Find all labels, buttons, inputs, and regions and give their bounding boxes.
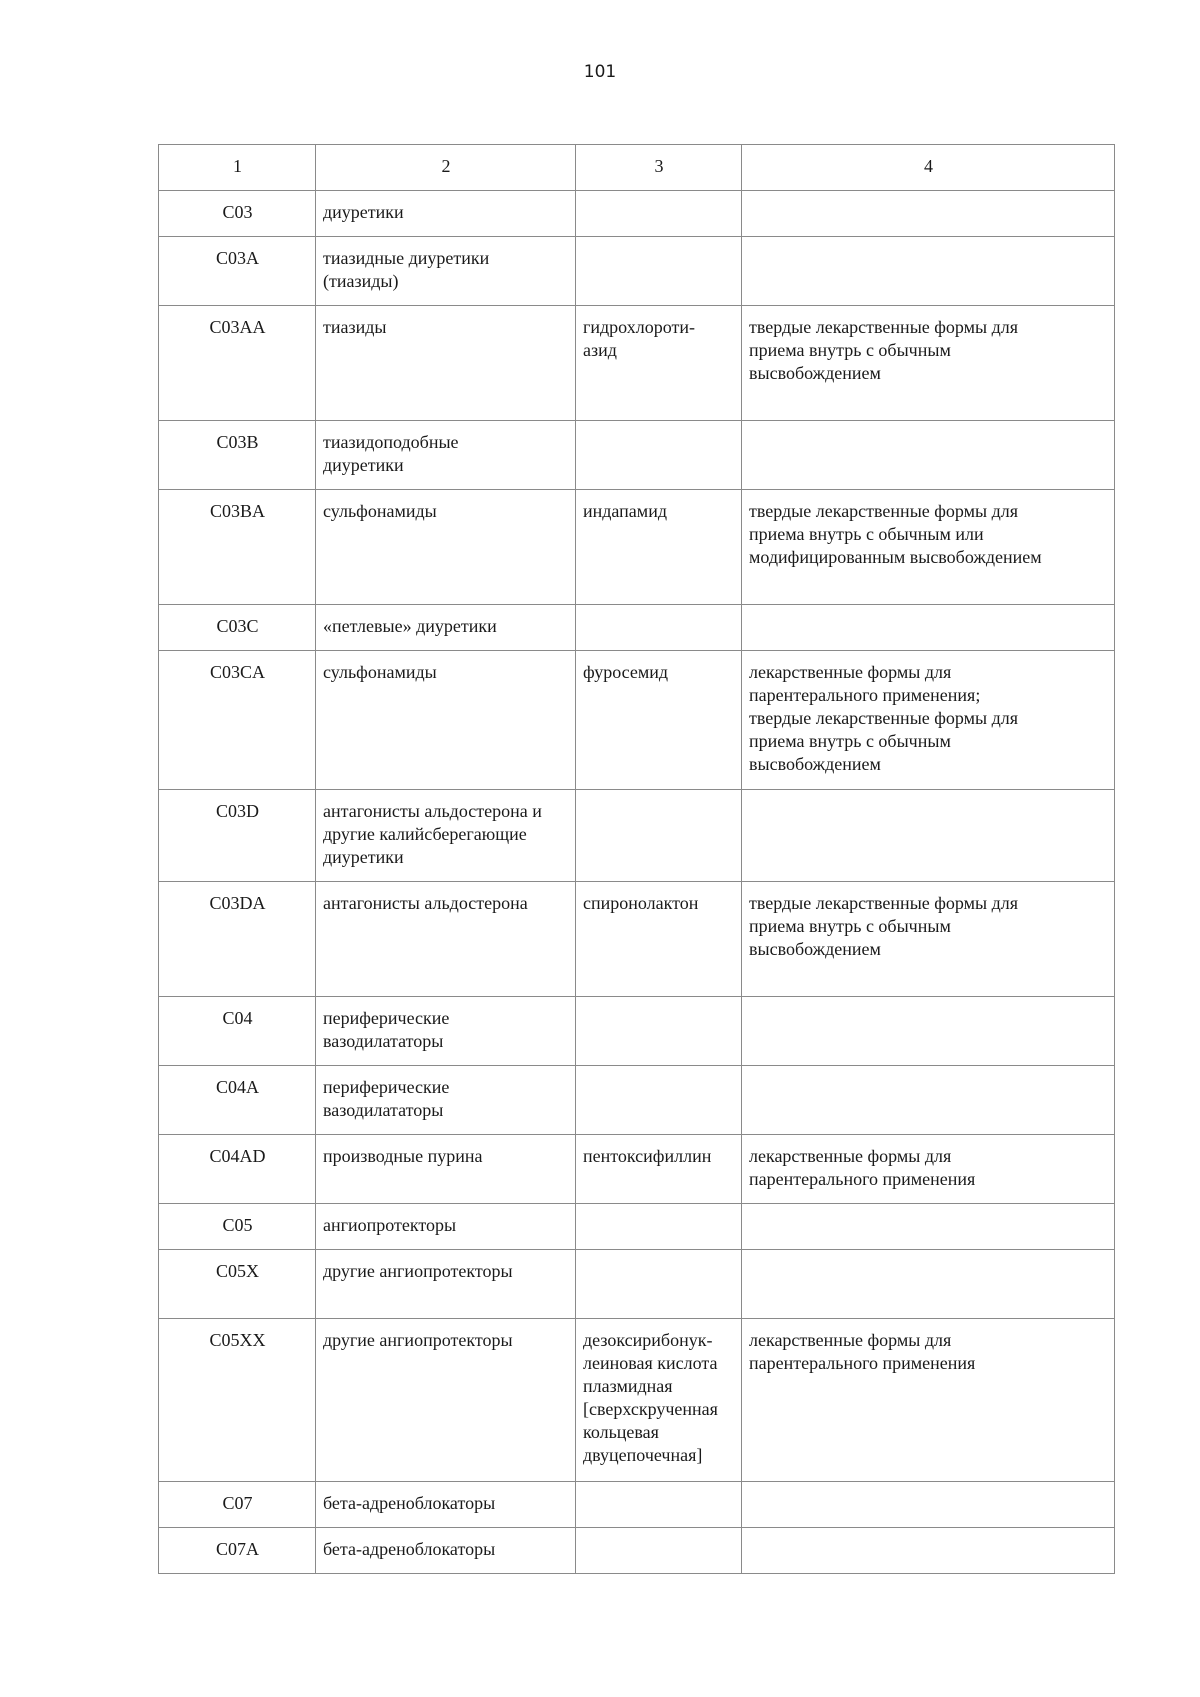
atc-code-cell: C04AD <box>159 1135 316 1204</box>
drug-classification-table <box>158 144 1115 1574</box>
form-cell: лекарственные формы для парентерального применения <box>742 1135 1115 1204</box>
table-row <box>159 1066 1115 1135</box>
form-cell <box>742 237 1115 306</box>
drug-cell <box>576 605 742 651</box>
drug-cell <box>576 1482 742 1528</box>
table-row <box>159 237 1115 306</box>
group-cell: другие ангиопротекторы <box>316 1250 576 1319</box>
group-cell: тиазидоподобные диуретики <box>316 421 576 490</box>
atc-code-cell: C05XX <box>159 1319 316 1482</box>
form-cell: лекарственные формы для парентерального применения <box>742 1319 1115 1482</box>
drug-cell <box>576 237 742 306</box>
table-row <box>159 306 1115 421</box>
table-row <box>159 1482 1115 1528</box>
form-cell: лекарственные формы для парентерального применения; твердые лекарственные формы для приема внутрь с обычным высвобождением <box>742 651 1115 790</box>
form-cell <box>742 1482 1115 1528</box>
drug-cell <box>576 790 742 882</box>
group-cell: другие ангиопротекторы <box>316 1319 576 1482</box>
page-number: 101 <box>583 62 617 82</box>
table-row <box>159 651 1115 790</box>
table-row <box>159 421 1115 490</box>
group-cell: бета-адреноблокаторы <box>316 1528 576 1574</box>
drug-cell <box>576 1528 742 1574</box>
table-row <box>159 1250 1115 1319</box>
form-cell <box>742 421 1115 490</box>
header-cell-2: 2 <box>316 145 576 191</box>
form-cell <box>742 790 1115 882</box>
header-cell-3: 3 <box>576 145 742 191</box>
atc-code-cell: C07 <box>159 1482 316 1528</box>
form-cell <box>742 997 1115 1066</box>
form-cell <box>742 1250 1115 1319</box>
atc-code-cell: C04 <box>159 997 316 1066</box>
group-cell: производные пурина <box>316 1135 576 1204</box>
drug-cell: индапамид <box>576 490 742 605</box>
header-cell-4: 4 <box>742 145 1115 191</box>
atc-code-cell: C03D <box>159 790 316 882</box>
form-cell <box>742 1204 1115 1250</box>
group-cell: антагонисты альдостерона <box>316 882 576 997</box>
table-row <box>159 1204 1115 1250</box>
atc-code-cell: C03B <box>159 421 316 490</box>
form-cell <box>742 1528 1115 1574</box>
atc-code-cell: C03AA <box>159 306 316 421</box>
drug-cell <box>576 997 742 1066</box>
drug-cell <box>576 1066 742 1135</box>
header-cell-1: 1 <box>159 145 316 191</box>
table-row <box>159 997 1115 1066</box>
group-cell: антагонисты альдостерона и другие калийсберегающие диуретики <box>316 790 576 882</box>
table-row <box>159 882 1115 997</box>
atc-code-cell: C07A <box>159 1528 316 1574</box>
drug-cell <box>576 1250 742 1319</box>
atc-code-cell: C03 <box>159 191 316 237</box>
atc-code-cell: C05 <box>159 1204 316 1250</box>
form-cell: твердые лекарственные формы для приема внутрь с обычным высвобождением <box>742 882 1115 997</box>
group-cell: тиазиды <box>316 306 576 421</box>
table-row <box>159 490 1115 605</box>
form-cell: твердые лекарственные формы для приема внутрь с обычным высвобождением <box>742 306 1115 421</box>
atc-code-cell: C03A <box>159 237 316 306</box>
form-cell <box>742 1066 1115 1135</box>
atc-code-cell: C03DA <box>159 882 316 997</box>
drug-cell: пентоксифиллин <box>576 1135 742 1204</box>
drug-cell: фуросемид <box>576 651 742 790</box>
table-row <box>159 1319 1115 1482</box>
atc-code-cell: C05X <box>159 1250 316 1319</box>
table-row <box>159 1135 1115 1204</box>
group-cell: периферические вазодилататоры <box>316 997 576 1066</box>
form-cell: твердые лекарственные формы для приема внутрь с обычным или модифицированным высвобождением <box>742 490 1115 605</box>
group-cell: сульфонамиды <box>316 651 576 790</box>
group-cell: тиазидные диуретики (тиазиды) <box>316 237 576 306</box>
drug-cell: спиронолактон <box>576 882 742 997</box>
table-header-row <box>159 145 1115 191</box>
table-row <box>159 605 1115 651</box>
atc-code-cell: C03CA <box>159 651 316 790</box>
drug-cell: дезоксирибонук- леиновая кислота плазмидная [сверхскрученная кольцевая двуцепочечная] <box>576 1319 742 1482</box>
group-cell: ангиопротекторы <box>316 1204 576 1250</box>
drug-cell <box>576 191 742 237</box>
table-row <box>159 191 1115 237</box>
table-row <box>159 1528 1115 1574</box>
drug-cell <box>576 421 742 490</box>
group-cell: периферические вазодилататоры <box>316 1066 576 1135</box>
drug-cell: гидрохлороти- азид <box>576 306 742 421</box>
atc-code-cell: C03BA <box>159 490 316 605</box>
form-cell <box>742 605 1115 651</box>
drug-cell <box>576 1204 742 1250</box>
group-cell: сульфонамиды <box>316 490 576 605</box>
atc-code-cell: C04A <box>159 1066 316 1135</box>
form-cell <box>742 191 1115 237</box>
atc-code-cell: C03C <box>159 605 316 651</box>
group-cell: «петлевые» диуретики <box>316 605 576 651</box>
group-cell: бета-адреноблокаторы <box>316 1482 576 1528</box>
group-cell: диуретики <box>316 191 576 237</box>
table-row <box>159 790 1115 882</box>
